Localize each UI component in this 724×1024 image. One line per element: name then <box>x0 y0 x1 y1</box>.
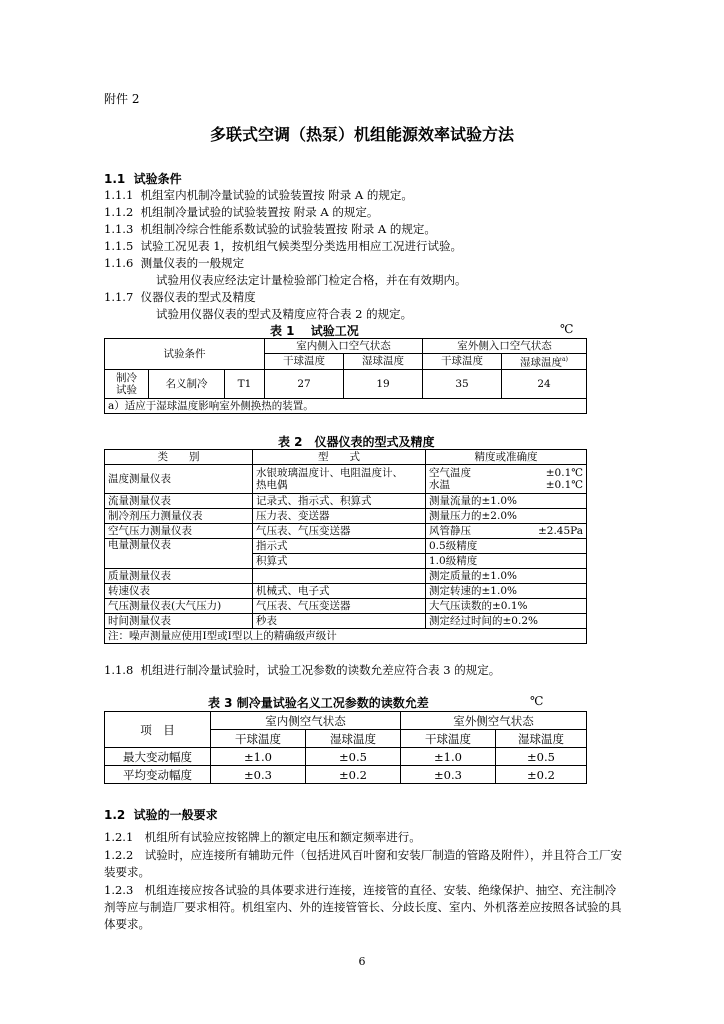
accuracy-label: 空气温度 <box>429 467 471 479</box>
clause-1-1-3 <box>104 221 436 237</box>
table1-cell: 27 <box>265 369 344 398</box>
table3 <box>104 711 587 784</box>
table2-caption: 表 2 仪器仪表的型式及精度 <box>278 435 435 449</box>
table2-cell: 0.5级精度 <box>426 539 587 554</box>
clause-1-1-2 <box>104 204 378 220</box>
table2-cell: 空气压力测量仪表 <box>105 524 253 539</box>
table2-cell: 测定转速的±1.0% <box>426 584 587 599</box>
table2-cell <box>426 524 587 539</box>
table3-caption: 表 3 制冷量试验名义工况参数的读数允差 <box>208 696 429 710</box>
table3-header-item: 项 目 <box>105 712 211 748</box>
table2-cell: 制冷剂压力测量仪表 <box>105 509 253 524</box>
table1-row-code: T1 <box>225 369 265 398</box>
table1-cell: 19 <box>344 369 423 398</box>
table2-cell: 记录式、指示式、积算式 <box>253 494 426 509</box>
table2-cell: 气压测量仪表(大气压力) <box>105 599 253 614</box>
clause-number: 1.1.2 <box>104 205 134 219</box>
clause-text: 仪器仪表的型式及精度 <box>140 290 256 304</box>
table3-row-name: 最大变动幅度 <box>105 748 211 766</box>
clause-1-1-7 <box>104 289 256 305</box>
table3-cell: ±0.5 <box>496 748 587 766</box>
table2-cell: 时间测量仪表 <box>105 614 253 629</box>
table2-cell: 电量测量仪表 <box>105 539 253 569</box>
section-title: 试验的一般要求 <box>133 808 218 822</box>
table2 <box>104 449 587 644</box>
table2-cell: 质量测量仪表 <box>105 569 253 584</box>
table2-cell <box>253 569 426 584</box>
table3-cell: ±0.2 <box>306 766 401 784</box>
section-number: 1.2 <box>104 808 126 822</box>
footnote-marker: a) <box>562 356 568 363</box>
clause-text: 测量仪表的一般规定 <box>140 256 245 270</box>
table2-cell: 测定质量的±1.0% <box>426 569 587 584</box>
table2-cell: 转速仪表 <box>105 584 253 599</box>
table3-cell: ±0.2 <box>496 766 587 784</box>
table1-note: a）适应于湿球温度影响室外侧换热的装置。 <box>105 398 587 413</box>
clause-number: 1.1.7 <box>104 290 134 304</box>
clause-text: 机组制冷综合性能系数试验的试验装置按 附录 A 的规定。 <box>140 222 436 236</box>
table2-cell: 积算式 <box>253 554 426 569</box>
table2-cell: 测定经过时间的±0.2% <box>426 614 587 629</box>
table1-header-outdoor: 室外侧入口空气状态 <box>423 339 587 354</box>
table1-cell: 24 <box>502 369 587 398</box>
table2-cell-line <box>429 525 583 537</box>
table2-cell-line: 热电偶 <box>256 479 288 491</box>
table2-note: 注：噪声测量应使用Ⅰ型或Ⅰ型以上的精确级声级计 <box>105 629 587 644</box>
table3-header-dry: 干球温度 <box>211 730 306 748</box>
clause-number: 1.1.1 <box>104 188 134 202</box>
accuracy-label: 风管静压 <box>429 525 471 537</box>
table3-cell: ±1.0 <box>401 748 496 766</box>
wet-label: 湿球温度 <box>520 356 563 369</box>
table2-cell-line <box>429 467 583 479</box>
table2-cell: 指示式 <box>253 539 426 554</box>
table1-header-wet-outdoor <box>502 354 587 370</box>
table3-unit: ℃ <box>530 694 544 708</box>
clause-number: 1.1.8 <box>104 663 134 677</box>
clause-1-2-3: 1.2.3 机组连接应按各试验的具体要求进行连接，连接管的直径、安装、绝缘保护、抽空、充注制冷剂等应与制造厂要求相符。机组室内、外的连接管管长、分歧长度、室内、外机落差应按照各试验的具体要求。 <box>104 883 622 931</box>
annex-label: 附件 2 <box>104 92 140 106</box>
clause-1-1-7-body: 试验用仪器仪表的型式及精度应符合表 2 的规定。 <box>156 307 413 321</box>
table3-cell: ±0.5 <box>306 748 401 766</box>
table1-header-dry-outdoor: 干球温度 <box>423 354 502 370</box>
clause-text: 机组室内机制冷量试验的试验装置按 附录 A 的规定。 <box>140 188 413 202</box>
table2-cell: 测量压力的±2.0% <box>426 509 587 524</box>
accuracy-value: ±0.1℃ <box>545 467 583 479</box>
table3-cell: ±0.3 <box>211 766 306 784</box>
table2-header-category: 类 别 <box>105 450 253 465</box>
clause-number: 1.1.6 <box>104 256 134 270</box>
clause-number: 1.1.5 <box>104 239 134 253</box>
section-title: 试验条件 <box>133 172 182 186</box>
table2-cell <box>253 465 426 494</box>
table3-header-indoor: 室内侧空气状态 <box>211 712 401 730</box>
table3-cell: ±1.0 <box>211 748 306 766</box>
table2-cell: 大气压读数的±0.1% <box>426 599 587 614</box>
clause-number: 1.1.3 <box>104 222 134 236</box>
clause-text: 机组制冷量试验的试验装置按 附录 A 的规定。 <box>140 205 379 219</box>
table2-cell: 机械式、电子式 <box>253 584 426 599</box>
table2-cell: 秒表 <box>253 614 426 629</box>
table3-header-wet: 湿球温度 <box>306 730 401 748</box>
table2-cell-line <box>429 479 583 491</box>
table2-header-type: 型 式 <box>253 450 426 465</box>
table1-caption: 表 1 试验工况 <box>270 324 359 338</box>
table3-header-dry-outdoor: 干球温度 <box>401 730 496 748</box>
table1-header-dry: 干球温度 <box>265 354 344 370</box>
section-number: 1.1 <box>104 172 126 186</box>
table2-cell: 流量测量仪表 <box>105 494 253 509</box>
page-number: 6 <box>358 955 366 968</box>
table2-cell-line: 水银玻璃温度计、电阻温度计、 <box>256 467 403 479</box>
accuracy-label: 水温 <box>429 479 450 491</box>
section-1-2-heading <box>104 806 218 823</box>
table1-header-condition: 试验条件 <box>105 339 265 370</box>
clause-1-1-6 <box>104 255 244 271</box>
table1-cell: 35 <box>423 369 502 398</box>
table2-header-accuracy: 精度或准确度 <box>426 450 587 465</box>
accuracy-value: ±2.45Pa <box>537 525 583 537</box>
clause-1-1-5 <box>104 238 462 254</box>
table2-cell: 1.0级精度 <box>426 554 587 569</box>
table3-header-outdoor: 室外侧空气状态 <box>401 712 587 730</box>
accuracy-value: ±0.1℃ <box>545 479 583 491</box>
clause-1-1-1 <box>104 187 413 203</box>
table2-cell: 温度测量仪表 <box>105 465 253 494</box>
table1-row-group: 制冷 试验 <box>105 369 149 398</box>
section-1-1-heading <box>104 170 182 187</box>
clause-1-1-6-body: 试验用仪表应经法定计量检验部门检定合格，并在有效期内。 <box>156 273 467 287</box>
table1-unit: ℃ <box>560 322 574 336</box>
table1-header-indoor: 室内侧入口空气状态 <box>265 339 423 354</box>
page-title: 多联式空调（热泵）机组能源效率试验方法 <box>209 125 514 144</box>
table3-header-wet-outdoor: 湿球温度 <box>496 730 587 748</box>
table3-row-name: 平均变动幅度 <box>105 766 211 784</box>
clause-text: 试验工况见表 1，按机组气候类型分类选用相应工况进行试验。 <box>140 239 463 253</box>
clause-1-1-8 <box>104 662 500 678</box>
table2-cell: 压力表、变送器 <box>253 509 426 524</box>
table3-cell: ±0.3 <box>401 766 496 784</box>
clause-text: 机组进行制冷量试验时，试验工况参数的读数允差应符合表 3 的规定。 <box>140 663 501 677</box>
table2-cell <box>426 465 587 494</box>
table1-row-name: 名义制冷 <box>149 369 225 398</box>
table1 <box>104 338 587 414</box>
clause-1-2-2: 1.2.2 试验时，应连接所有辅助元件（包括进风百叶窗和安装厂制造的管路及附件），并且符合工厂安装要求。 <box>104 848 623 879</box>
table2-cell: 气压表、气压变送器 <box>253 524 426 539</box>
clause-1-2-1: 1.2.1 机组所有试验应按铭牌上的额定电压和额定频率进行。 <box>104 830 421 844</box>
table1-header-wet: 湿球温度 <box>344 354 423 370</box>
table2-cell: 测量流量的±1.0% <box>426 494 587 509</box>
table2-cell: 气压表、气压变送器 <box>253 599 426 614</box>
